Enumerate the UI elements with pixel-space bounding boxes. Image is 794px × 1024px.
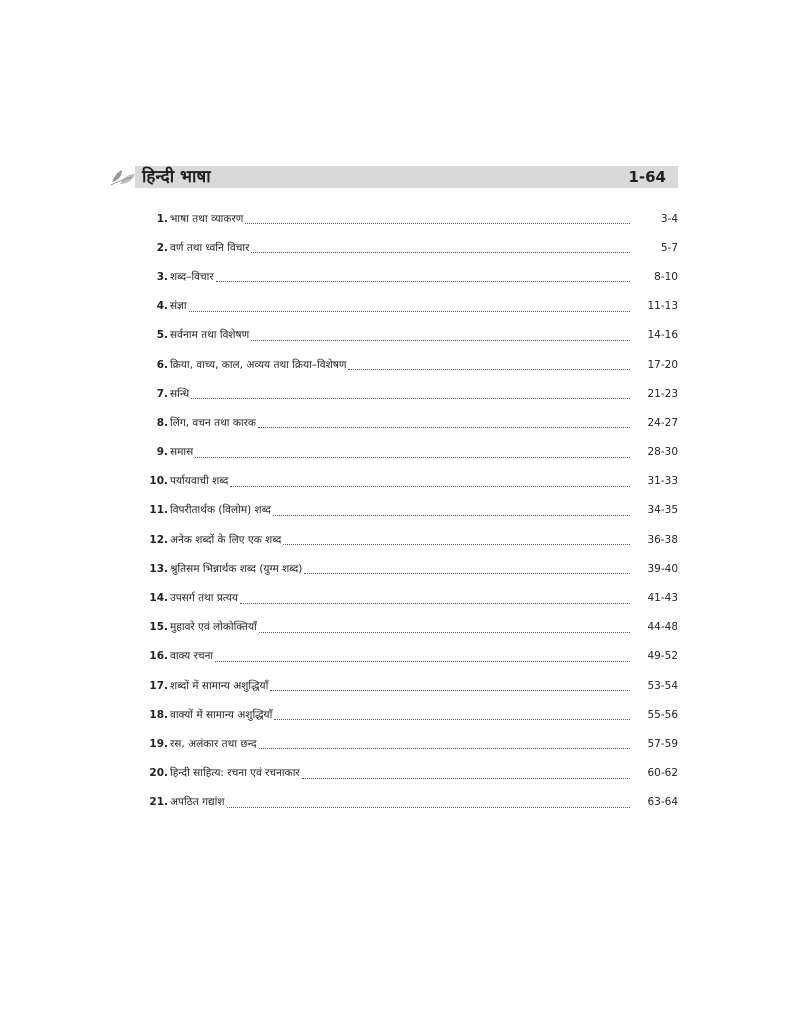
list-item: [110, 671, 678, 700]
chapter-pages: 44-48: [647, 621, 678, 634]
list-item: [110, 379, 678, 408]
chapter-pages: 49-52: [647, 650, 678, 663]
chapter-title: क्रिया, वाच्य, काल, अव्यय तथा क्रिया–विशेषण: [170, 358, 347, 371]
dot-leader: [189, 303, 630, 312]
chapter-title: विपरीतार्थक (विलोम) शब्द: [170, 504, 271, 517]
list-item: [110, 438, 678, 467]
chapter-title: शब्दों में सामान्य अशुद्धियाँ: [170, 679, 269, 692]
chapter-title: उपसर्ग तथा प्रत्यय: [170, 592, 239, 605]
chapter-pages: 31-33: [647, 475, 678, 488]
dot-leader: [230, 478, 630, 487]
chapter-number: 5.: [156, 329, 168, 342]
dot-leader: [195, 449, 630, 458]
chapter-pages: 53-54: [647, 679, 678, 692]
chapter-title: पर्यायवाची शब्द: [170, 475, 229, 488]
chapter-pages: 17-20: [647, 358, 678, 371]
dot-leader: [274, 711, 630, 720]
chapter-title: लिंग, वचन तथा कारक: [170, 416, 256, 429]
chapter-number: 13.: [149, 562, 168, 575]
list-item: [110, 204, 678, 233]
chapter-number: 12.: [149, 533, 168, 546]
dot-leader: [215, 653, 630, 662]
list-item: [110, 788, 678, 817]
chapter-number: 17.: [149, 679, 168, 692]
dot-leader: [258, 419, 630, 428]
dot-leader: [191, 390, 630, 399]
chapter-pages: 57-59: [647, 737, 678, 750]
chapter-number: 11.: [149, 504, 168, 517]
dot-leader: [270, 682, 630, 691]
chapter-number: 9.: [156, 446, 168, 459]
chapter-number: 8.: [156, 416, 168, 429]
list-item: [110, 408, 678, 437]
section-page-range: 1-64: [628, 168, 666, 186]
chapter-title: हिन्दी साहित्य: रचना एवं रचनाकार: [170, 767, 300, 780]
dot-leader: [273, 507, 630, 516]
dot-leader: [227, 799, 630, 808]
chapter-number: 14.: [149, 592, 168, 605]
chapter-title: संज्ञा: [170, 300, 187, 313]
header-bar: [135, 166, 678, 188]
section-title: हिन्दी भाषा: [142, 167, 211, 187]
list-item: [110, 525, 678, 554]
chapter-pages: 28-30: [647, 446, 678, 459]
chapter-title: वर्ण तथा ध्वनि विचार: [170, 241, 250, 254]
chapter-pages: 21-23: [647, 387, 678, 400]
chapter-title: रस, अलंकार तथा छन्द: [170, 737, 257, 750]
chapter-title: सर्वनाम तथा विशेषण: [170, 329, 250, 342]
chapter-title: वाक्यों में सामान्य अशुद्धियाँ: [170, 708, 273, 721]
list-item: [110, 467, 678, 496]
chapter-pages: 60-62: [647, 767, 678, 780]
chapter-number: 20.: [149, 767, 168, 780]
list-item: [110, 613, 678, 642]
list-item: [110, 642, 678, 671]
list-item: [110, 321, 678, 350]
chapter-number: 4.: [156, 300, 168, 313]
list-item: [110, 583, 678, 612]
chapter-number: 21.: [149, 796, 168, 809]
dot-leader: [304, 565, 630, 574]
chapter-pages: 63-64: [647, 796, 678, 809]
chapter-pages: 3-4: [660, 212, 678, 225]
chapter-title: अनेक शब्दों के लिए एक शब्द: [170, 533, 282, 546]
chapter-title: अपठित गद्यांश: [170, 796, 225, 809]
chapter-pages: 55-56: [647, 708, 678, 721]
section-header: [110, 164, 678, 190]
chapter-title: मुहावरे एवं लोकोक्तियाँ: [170, 621, 257, 634]
chapter-number: 1.: [156, 212, 168, 225]
chapter-number: 7.: [156, 387, 168, 400]
chapter-number: 15.: [149, 621, 168, 634]
dot-leader: [251, 332, 630, 341]
list-item: [110, 292, 678, 321]
chapter-pages: 41-43: [647, 592, 678, 605]
dot-leader: [216, 273, 630, 282]
chapter-pages: 36-38: [647, 533, 678, 546]
list-item: [110, 496, 678, 525]
chapter-pages: 39-40: [647, 562, 678, 575]
chapter-number: 19.: [149, 737, 168, 750]
list-item: [110, 729, 678, 758]
chapter-number: 16.: [149, 650, 168, 663]
chapter-title: सन्धि: [170, 387, 190, 400]
dot-leader: [283, 536, 630, 545]
dot-leader: [259, 624, 630, 633]
chapter-number: 2.: [156, 241, 168, 254]
chapter-number: 3.: [156, 270, 168, 283]
dot-leader: [240, 595, 630, 604]
chapter-pages: 14-16: [647, 329, 678, 342]
chapter-list: [110, 204, 678, 817]
list-item: [110, 350, 678, 379]
chapter-title: समास: [170, 446, 194, 459]
chapter-title: भाषा तथा व्याकरण: [170, 212, 244, 225]
list-item: [110, 262, 678, 291]
list-item: [110, 554, 678, 583]
dot-leader: [251, 244, 630, 253]
chapter-pages: 5-7: [660, 241, 678, 254]
table-of-contents: [110, 164, 678, 809]
dot-leader: [259, 740, 630, 749]
chapter-pages: 24-27: [647, 416, 678, 429]
list-item: [110, 759, 678, 788]
chapter-title: वाक्य रचना: [170, 650, 214, 663]
chapter-title: श्रुतिसम भिन्नार्थक शब्द (युग्म शब्द): [170, 562, 303, 575]
chapter-number: 18.: [149, 708, 168, 721]
chapter-pages: 8-10: [654, 270, 678, 283]
chapter-pages: 11-13: [647, 300, 678, 313]
chapter-number: 10.: [149, 475, 168, 488]
chapter-title: शब्द–विचार: [170, 270, 214, 283]
dot-leader: [348, 361, 630, 370]
dot-leader: [245, 215, 630, 224]
chapter-number: 6.: [156, 358, 168, 371]
leaf-icon: [110, 168, 136, 186]
dot-leader: [302, 770, 630, 779]
list-item: [110, 700, 678, 729]
list-item: [110, 233, 678, 262]
chapter-pages: 34-35: [647, 504, 678, 517]
